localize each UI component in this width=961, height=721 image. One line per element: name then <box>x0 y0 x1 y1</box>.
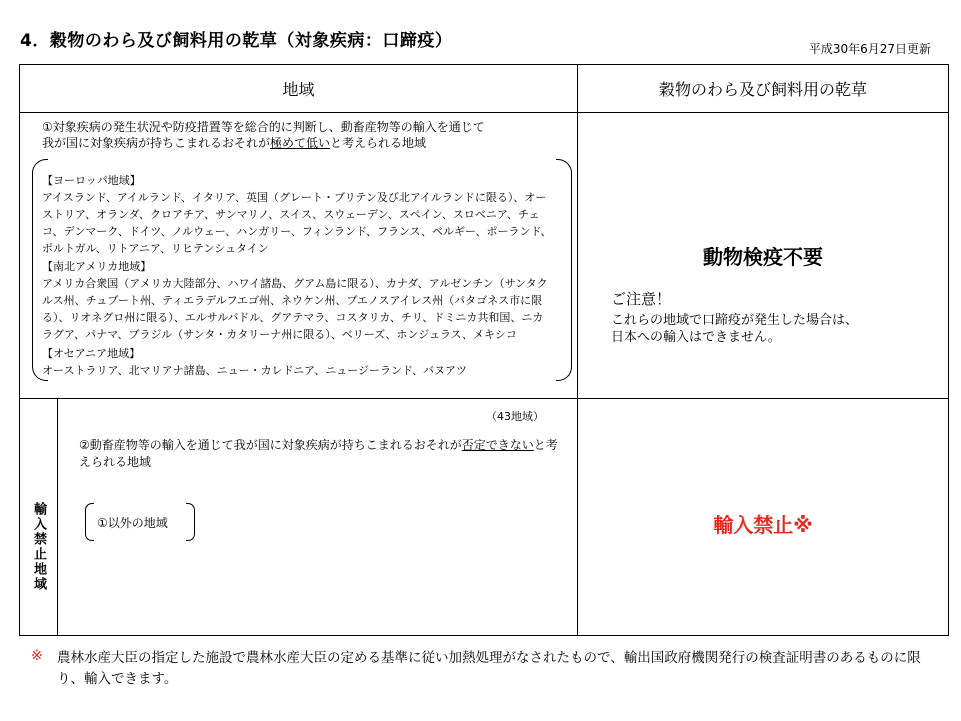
import-prohibited-label: 輸入禁止※ <box>713 513 813 537</box>
group-americas <box>42 258 554 343</box>
header-straw-hay: 穀物のわら及び飼料用の乾草 <box>578 65 948 113</box>
other-regions-bracket <box>85 503 195 541</box>
low-risk-result-cell <box>578 113 948 399</box>
prohibited-region-cell <box>58 399 578 635</box>
no-quarantine-label: 動物検疫不要 <box>703 245 823 269</box>
other-regions-text: ①以外の地域 <box>97 516 168 530</box>
side-label-text: 輸入禁止地域 <box>31 502 46 592</box>
group-title: 【オセアニア地域】 <box>42 347 141 360</box>
quarantine-table <box>19 64 949 636</box>
footnote-mark: ※ <box>31 648 43 664</box>
update-date: 平成30年6月27日更新 <box>808 42 931 56</box>
condition-underlined: 否定できない <box>461 438 534 452</box>
condition-text: 我が国に対象疾病が持ちこまれるおそれが <box>42 136 271 150</box>
group-countries: オーストラリア、北マリアナ諸島、ニュー・カレドニア、ニュージーランド、バヌアツ <box>42 364 468 377</box>
low-risk-region-cell <box>20 113 578 423</box>
caution-body <box>611 312 858 346</box>
bracket-right <box>186 503 195 541</box>
group-europe <box>42 172 554 257</box>
low-risk-condition-line1: ①対象疾病の発生状況や防疫措置等を総合的に判断し、動畜産物等の輸入を通じて <box>42 120 485 134</box>
condition-text-end: と考えられる地域 <box>330 136 427 150</box>
group-countries: アイスランド、アイルランド、イタリア、英国（グレート・ブリテン及び北アイルランドに限る）、オーストリア、オランダ、クロアチア、サンマリノ、スイス、スウェーデン、スペイン、スロベニア、チェコ、デンマーク、ドイツ、ノルウェー、ハンガリー、フィンランド、フランス、ベルギー、ポーランド、ポルトガル、リトアニア、リヒテンシュタイン <box>42 191 552 255</box>
prohibited-result-cell <box>578 399 948 635</box>
group-oceania <box>42 345 554 379</box>
low-risk-condition <box>42 119 485 151</box>
bracket-right <box>556 159 572 381</box>
prohibited-region-side-label <box>20 399 58 635</box>
region-count: （43地域） <box>486 410 544 423</box>
group-title: 【ヨーロッパ地域】 <box>42 174 141 187</box>
group-title: 【南北アメリカ地域】 <box>42 260 152 273</box>
low-risk-condition-line2 <box>42 135 485 151</box>
header-region: 地域 <box>20 65 578 113</box>
condition-underlined: 極めて低い <box>270 136 331 150</box>
caution-line: これらの地域で口蹄疫が発生した場合は、 <box>611 313 859 328</box>
footnote-text: 農林水産大臣の指定した施設で農林水産大臣の定める基準に従い加熱処理がなされたもので、輸出国政府機関発行の検査証明書のあるものに限り、輸入できます。 <box>57 650 921 687</box>
group-countries: アメリカ合衆国（アメリカ大陸部分、ハワイ諸島、グアム島に限る）、カナダ、アルゼンチン（サンタクルス州、チュブート州、ティエラデルフエゴ州、ネウケン州、ブエノスアイレス州（パタゴネス市に限る）、リオネグロ州に限る）、エルサルバドル、グアテマラ、コスタリカ、チリ、ドミニカ共和国、ニカラグア、パナマ、ブラジル（サンタ・カタリーナ州に限る）、ベリーズ、ホンジュラス、メキシコ <box>42 277 548 341</box>
caution-title: ご注意！ <box>611 290 672 308</box>
condition-text-end: と考えられる地域 <box>79 438 558 469</box>
prohibited-condition <box>79 437 559 471</box>
condition-text: ②動畜産物等の輸入を通じて我が国に対象疾病が持ちこまれるおそれが <box>79 438 462 452</box>
caution-line: 日本への輸入はできません。 <box>611 330 781 345</box>
bracket-left <box>85 503 94 541</box>
page-title: 4．穀物のわら及び飼料用の乾草（対象疾病：口蹄疫） <box>20 31 453 51</box>
